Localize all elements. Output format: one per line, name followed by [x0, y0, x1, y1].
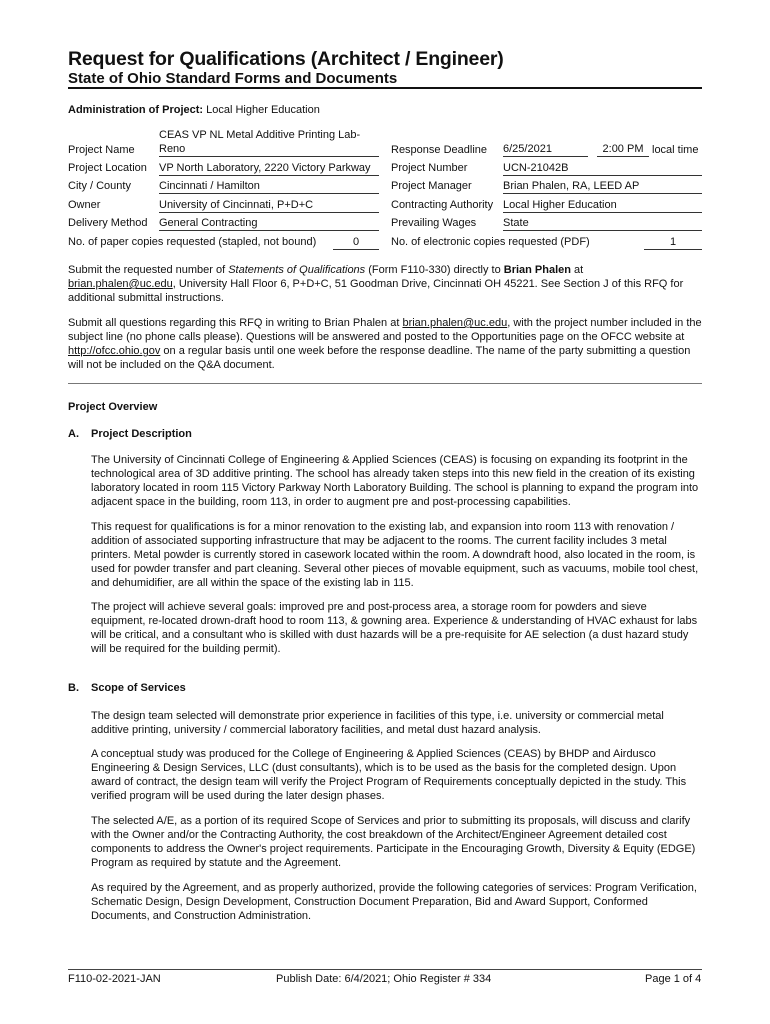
page-subtitle: State of Ohio Standard Forms and Documents — [68, 70, 398, 87]
submission-instructions — [68, 263, 704, 305]
scope-paragraph-4: As required by the Agreement, and as properly authorized, provide the following categories of services: Program Verification, Schematic Design, Design Development, Construction Document Preparation, Bid and Award Support, Conformed Documents, and Construction Administration. — [91, 882, 697, 922]
section-a-letter: A. — [68, 428, 79, 440]
submission-text: at — [571, 264, 584, 276]
owner-label: Owner — [68, 199, 101, 211]
project-manager-label: Project Manager — [391, 180, 472, 192]
submission-text: , University Hall Floor 6, P+D+C, 51 Goodman Drive, Cincinnati OH 45221. See Section J of this RFQ for additional submittal instructions. — [68, 278, 684, 304]
scope-paragraph-3: The selected A/E, as a portion of its required Scope of Services and prior to submitting its proposals, will discuss and clarify with the Owner and/or the Contracting Authority, the cost breakdown of the Architect/Engineer Agreement detailed cost components to address the Owner's project requirements. Participate in the Encouraging Growth, Diversity & Equity (EDGE) Program as required by statute and the Agreement. — [91, 815, 696, 869]
project-location-value: VP North Laboratory, 2220 Victory Parkway — [159, 162, 379, 176]
project-name-value-line1: CEAS VP NL Metal Additive Printing Lab- — [159, 129, 361, 141]
description-paragraph-3: The project will achieve several goals: improved pre and post-process area, a storage room for powders and sieve equipment, re-located drown-draft hood to room 113, & gowning area. Experience & understanding of HVAC exhaust for labs will be critical, and a consultant who is skilled with dust hazards will be a pre-requisite for AE selection (a dust hazard study will be required for the building permit). — [91, 601, 698, 655]
questions-instructions — [68, 316, 704, 372]
city-county-value: Cincinnati / Hamilton — [159, 180, 379, 194]
administration-label: Administration of Project: — [68, 104, 204, 116]
project-manager-value: Brian Phalen, RA, LEED AP — [503, 180, 702, 194]
section-a-heading: Project Description — [91, 428, 192, 440]
contact-name: Brian Phalen — [503, 264, 571, 276]
project-number-label: Project Number — [391, 162, 468, 174]
delivery-method-value: General Contracting — [159, 217, 379, 231]
email-link[interactable]: brian.phalen@uc.edu — [402, 317, 508, 329]
footer-form-id: F110-02-2021-JAN — [68, 973, 161, 985]
description-paragraph-2: This request for qualifications is for a minor renovation to the existing lab, and expansion into room 113 with renovation / addition of associated supporting infrastructure that may be adjacent to the rooms. The current facility includes 3 metal printers. Metal powder is currently stored in casework located within the room. A downdraft hood, also located in the room, is used for powder transfer and part cleaning. Several other pieces of movable equipment, such as vacuums, mobile tool chest, and dehumidifier, are all within the space of the existing lab in 115. — [91, 521, 699, 589]
delivery-method-label: Delivery Method — [68, 217, 148, 229]
project-name-label: Project Name — [68, 144, 135, 156]
response-deadline-date: 6/25/2021 — [503, 143, 588, 157]
prevailing-wages-value: State — [503, 217, 702, 231]
scope-paragraph-1: The design team selected will demonstrate prior experience in facilities of this type, i.e. university or commercial metal additive printing, university / commercial laboratory facilities, and metal dust hazard analysis. — [91, 710, 664, 736]
response-deadline-suffix: local time — [652, 144, 699, 156]
contracting-authority-value: Local Higher Education — [503, 199, 702, 213]
owner-value: University of Cincinnati, P+D+C — [159, 199, 379, 213]
description-paragraph-1: The University of Cincinnati College of Engineering & Applied Sciences (CEAS) is focusing on expanding its footprint in the technological area of 3D additive printing. The school has already taken steps into this new field in the creation of its existing laboratory located in room 115 Victory Parkway North Laboratory Building. The school is planning to expand the program into adjacent space in the building, room 113, in order to augment pre and post-processing capabilities. — [91, 454, 699, 508]
scope-paragraph-2: A conceptual study was produced for the College of Engineering & Applied Sciences (CEAS) by BHDP and Airdusco Engineering & Design Services, LLC (dust consultants), which is to be used as the basis for the completed design. Upon award of contract, the design team will verify the Project Program of Requirements conceptually depicted in the study. This verified program will be used during the later design phases. — [91, 748, 687, 802]
submission-text: (Form F110-330) directly to — [365, 264, 504, 276]
response-deadline-label: Response Deadline — [391, 144, 488, 156]
questions-text: Submit all questions regarding this RFQ in writing to Brian Phalen at — [68, 317, 403, 329]
ofcc-website-link[interactable]: http://ofcc.ohio.gov — [68, 345, 161, 357]
project-name-value-line2: Reno — [159, 143, 379, 157]
project-number-value: UCN-21042B — [503, 162, 702, 176]
prevailing-wages-label: Prevailing Wages — [391, 217, 477, 229]
paper-copies-value: 0 — [333, 236, 379, 250]
soq-text: Statements of Qualifications — [228, 264, 366, 276]
electronic-copies-label: No. of electronic copies requested (PDF) — [391, 236, 590, 248]
questions-text: , with the project number included in the subject line (no phone calls please). Questions will be answered and posted to the Opportunities page on the OFCC website at — [68, 317, 702, 343]
title-rule — [68, 87, 702, 89]
footer-rule — [68, 969, 702, 970]
response-deadline-time: 2:00 PM — [597, 143, 649, 157]
section-divider — [68, 383, 702, 384]
questions-text: on a regular basis until one week before the response deadline. The name of the party submitting a question will not be included on the Q&A document. — [68, 345, 691, 371]
administration-value: Local Higher Education — [206, 104, 320, 116]
electronic-copies-value: 1 — [644, 236, 702, 250]
footer-page-number: Page 1 of 4 — [645, 973, 702, 985]
project-overview-heading: Project Overview — [68, 401, 158, 413]
page-title: Request for Qualifications (Architect / Engineer) — [68, 48, 504, 70]
contracting-authority-label: Contracting Authority — [391, 199, 494, 211]
project-location-label: Project Location — [68, 162, 147, 174]
footer-publish-date: Publish Date: 6/4/2021; Ohio Register # 334 — [276, 973, 492, 985]
city-county-label: City / County — [68, 180, 131, 192]
administration-line — [68, 104, 320, 116]
paper-copies-label: No. of paper copies requested (stapled, not bound) — [68, 236, 317, 248]
section-b-heading: Scope of Services — [91, 682, 186, 694]
submission-text: Submit the requested number of — [68, 264, 229, 276]
section-b-letter: B. — [68, 682, 79, 694]
email-link[interactable]: brian.phalen@uc.edu — [68, 278, 173, 290]
